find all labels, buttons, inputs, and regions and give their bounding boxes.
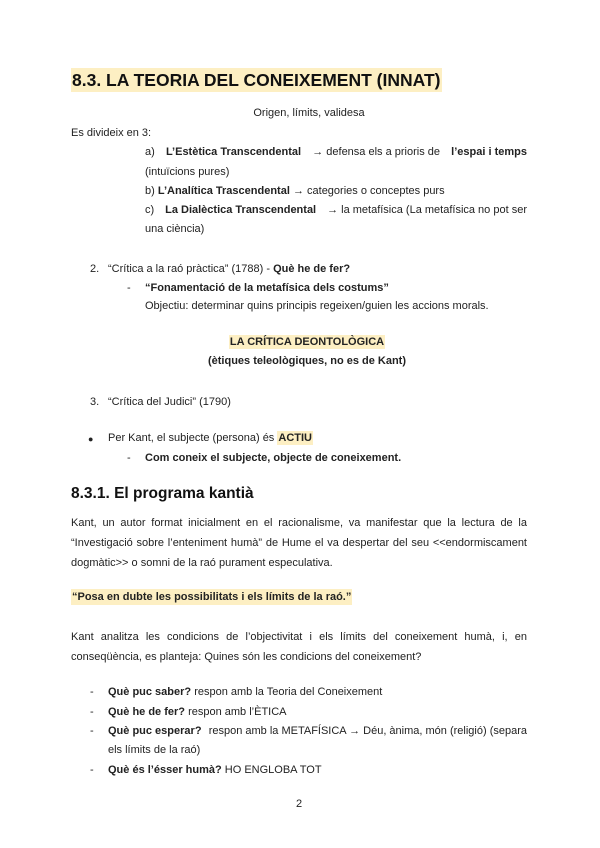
question-4-dash: -	[90, 764, 94, 776]
bullet-highlight: ACTIU	[278, 432, 312, 444]
question-2-dash: -	[90, 706, 94, 718]
question-4-bold: Què és l’ésser humà?	[108, 764, 222, 776]
question-3	[108, 724, 527, 738]
question-3-rest: respon amb la METAFÍSICA → Déu, ànima, món (religió) (separa	[208, 725, 527, 737]
question-1-dash: -	[90, 686, 94, 698]
question-1-rest: respon amb la Teoria del Coneixement	[191, 686, 383, 698]
main-heading	[71, 70, 442, 91]
item-c-rest: → la metafísica (La metafísica no pot ser	[327, 204, 527, 216]
main-heading-text: 8.3. LA TEORIA DEL CONEIXEMENT (INNAT)	[72, 70, 441, 90]
item-b	[145, 184, 445, 198]
quote	[71, 590, 352, 604]
question-3-bold: Què puc esperar?	[108, 725, 202, 737]
bullet-icon: ●	[88, 434, 94, 444]
paragraph-2: Kant analitza les condicions de l’objectivitat i els límits del coneixement humà, i, en conseqüència, es planteja: Quines són les condicions del coneixement?	[71, 631, 527, 663]
question-4-rest: HO ENGLOBA TOT	[221, 764, 322, 776]
item-b-prefix: b)	[145, 185, 158, 197]
question-2	[108, 705, 287, 719]
list2-text	[108, 262, 350, 276]
page-number: 2	[296, 798, 303, 810]
question-3-cont: els límits de la raó)	[108, 744, 201, 756]
item-b-bold: L’Analítica Trascendental	[157, 185, 290, 197]
list2-number: 2.	[90, 263, 100, 275]
paragraph-1: Kant, un autor format inicialment en el racionalisme, va manifestar que la lectura de la “Investigació sobre l’enteniment humà” de Hume el va despertar del seu <<endormiscament dogmàtic>> o somni de la raó purament especulativa.	[71, 517, 527, 569]
list2-objective: Objectiu: determinar quins principis regeixen/guien les accions morals.	[145, 300, 489, 312]
item-a-prefix: a)	[145, 146, 155, 158]
quote-text: “Posa en dubte les possibilitats i els límits de la raó.”	[72, 591, 352, 603]
item-c-bold: La Dialèctica Transcendental	[165, 204, 317, 216]
list2-dash: -	[127, 282, 131, 294]
critica-title	[0, 335, 600, 349]
question-4	[108, 763, 322, 777]
intro-text: Es divideix en 3:	[71, 127, 152, 139]
item-a-bold2: l’espai i temps	[451, 146, 527, 158]
critica-subtitle: (ètiques teleològiques, no es de Kant)	[207, 355, 407, 367]
question-1	[108, 685, 382, 699]
list2-question: Què he de fer?	[273, 263, 351, 275]
question-1-bold: Què puc saber?	[108, 686, 192, 698]
item-a-cont: (intuïcions pures)	[145, 166, 230, 178]
question-2-bold: Què he de fer?	[108, 706, 186, 718]
subtitle: Origen, límits, validesa	[253, 107, 365, 119]
item-a	[145, 145, 527, 159]
bullet-text	[108, 431, 313, 445]
sub-heading: 8.3.1. El programa kantià	[71, 485, 254, 502]
item-a-bold: L’Estètica Transcendental	[165, 146, 302, 158]
list2-sub: “Fonamentació de la metafísica dels costums”	[145, 282, 389, 294]
question-3-dash: -	[90, 725, 94, 737]
question-2-rest: respon amb l’ÈTICA	[185, 706, 287, 718]
item-c-prefix: c)	[145, 204, 155, 216]
item-a-mid: → defensa els a prioris de	[312, 146, 441, 158]
bullet-sub: Com coneix el subjecte, objecte de coneixement.	[145, 452, 402, 464]
bullet-dash: -	[127, 452, 131, 464]
list2-title: “Crítica a la raó pràctica” (1788) -	[108, 263, 274, 275]
list3-number: 3.	[90, 396, 100, 408]
item-c-cont: una ciència)	[145, 223, 205, 235]
bullet-main: Per Kant, el subjecte (persona) és	[108, 432, 278, 444]
list3-text: “Crítica del Judici” (1790)	[108, 396, 231, 408]
critica-title-text: LA CRÍTICA DEONTOLÒGICA	[229, 336, 385, 348]
item-b-rest: → categories o conceptes purs	[289, 185, 445, 197]
item-c	[145, 203, 527, 217]
